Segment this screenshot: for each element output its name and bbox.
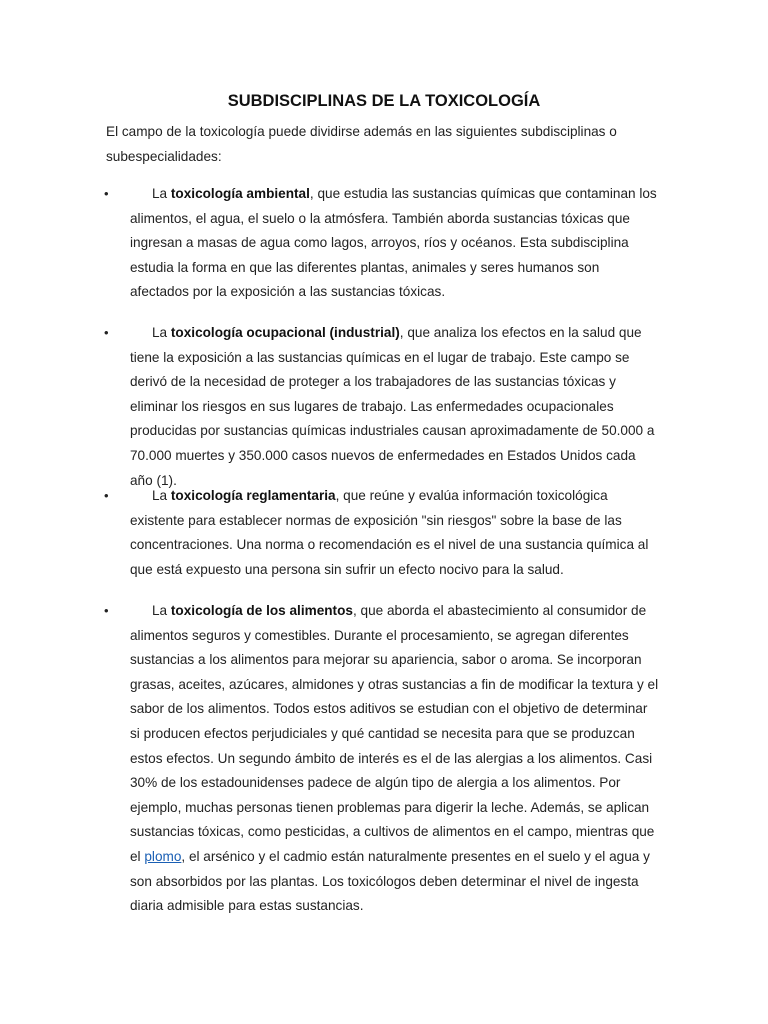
term-ocupacional: toxicología ocupacional (industrial) — [170, 325, 400, 340]
bullet-icon: • — [104, 325, 109, 340]
bullet-icon: • — [104, 488, 109, 503]
page-title: SUBDISCIPLINAS DE LA TOXICOLOGÍA — [227, 92, 541, 110]
term-alimentos: toxicología de los alimentos — [170, 603, 353, 618]
plomo-link[interactable]: plomo — [144, 848, 182, 864]
bullet-icon: • — [104, 186, 109, 201]
bullet-icon: • — [104, 603, 109, 618]
term-ambiental: toxicología ambiental — [170, 186, 310, 201]
intro-paragraph: El campo de la toxicología puede dividirse además en las siguientes subdisciplinas o subespecialidades: — [106, 124, 617, 164]
list-item-text: La toxicología reglamentaria, que reúne y evalúa información toxicológica existente para establecer normas de exposición "sin riesgos" sobre la base de las concentraciones. Una norma o recomendación es el nivel de una sustancia química al que está expuesto una persona sin sufrir un efecto nocivo para la salud. — [130, 488, 649, 577]
list-item-text: La toxicología ambiental, que estudia las sustancias químicas que contaminan los alimentos, el agua, el suelo o la atmósfera. También aborda sustancias tóxicas que ingresan a masas de agua como lagos, arroyos, ríos y océanos. Esta subdisciplina estudia la forma en que las diferentes plantas, animales y seres humanos son afectados por la exposición a las sustancias tóxicas. — [130, 186, 657, 300]
list-item-text: La toxicología de los alimentos, que aborda el abastecimiento al consumidor de alimentos seguros y comestibles. Durante el procesamiento, se agregan diferentes sustancias a los alimentos para mejorar su apariencia, sabor o aroma. Se incorporan grasas, aceites, azúcares, almidones y otras sustancias a fin de modificar la textura y el sabor de los alimentos. Todos estos aditivos se estudian con el objetivo de determinar si producen efectos perjudiciales y qué cantidad se necesita para que se produzcan estos efectos. Un segundo ámbito de interés es el de las alergias a los alimentos. Casi 30% de los estadounidenses padece de algún tipo de alergia a los alimentos. Por ejemplo, muchas personas tienen problemas para digerir la leche. Además, se aplican sustancias tóxicas, como pesticidas, a cultivos de alimentos en el campo, mientras que el plomo, el arsénico y el cadmio están naturalmente presentes en el suelo y el agua y son absorbidos por las plantas. Los toxicólogos deben determinar el nivel de ingesta diaria admisible para estas sustancias. — [130, 603, 659, 914]
term-reglamentaria: toxicología reglamentaria — [170, 488, 336, 503]
list-item-text: La toxicología ocupacional (industrial), que analiza los efectos en la salud que tiene la exposición a las sustancias químicas en el lugar de trabajo. Este campo se derivó de la necesidad de proteger a los trabajadores de las sustancias tóxicas y eliminar los riesgos en sus lugares de trabajo. Las enfermedades ocupacionales producidas por sustancias químicas industriales causan aproximadamente de 50.000 a 70.000 muertes y 350.000 casos nuevos de enfermedades en Estados Unidos cada año (1). — [130, 325, 655, 488]
